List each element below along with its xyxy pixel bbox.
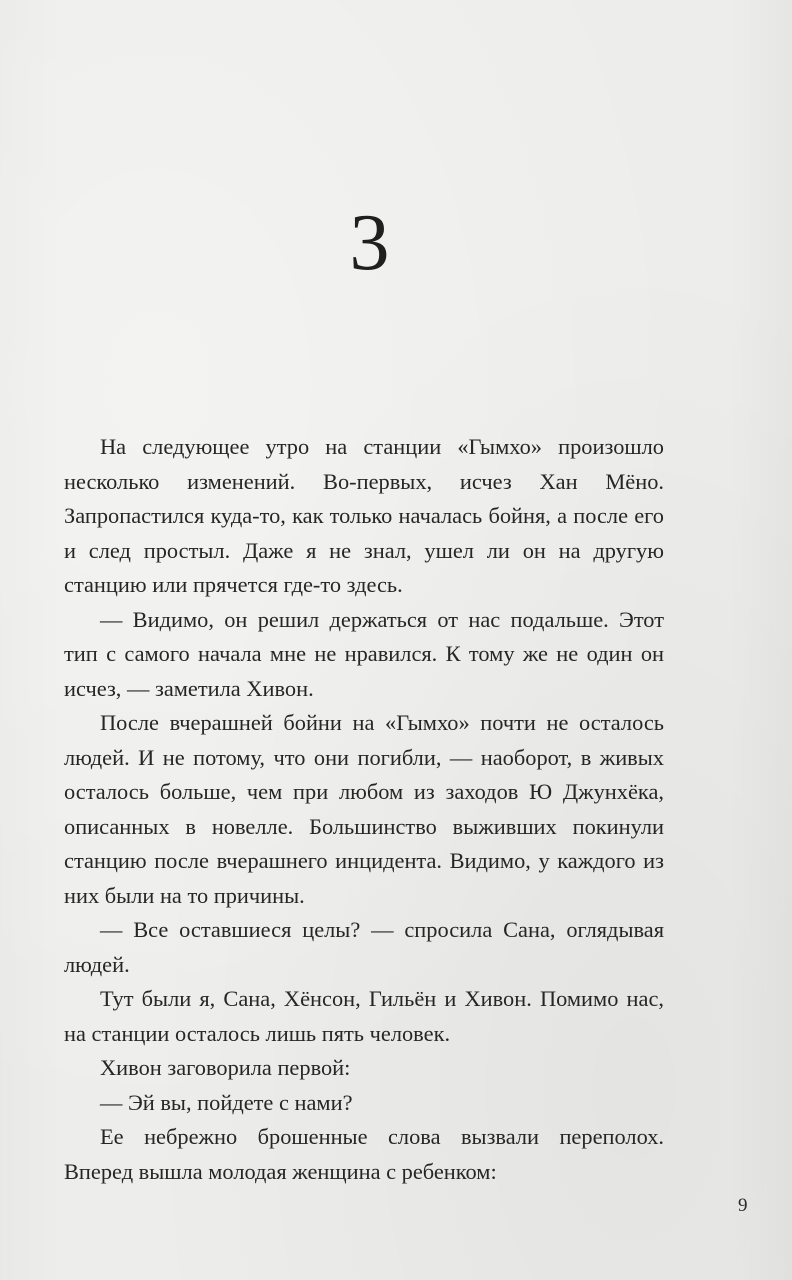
- paragraph-7: — Эй вы, пойдете с нами?: [100, 1089, 353, 1115]
- paragraph-8: Ее небрежно брошенные слова вызвали переполох. Вперед вышла молодая женщина с ребенком:: [64, 1124, 664, 1184]
- page-number: 9: [738, 1195, 748, 1216]
- paragraph-2: — Видимо, он решил держаться от нас подальше. Этот тип с самого начала мне не нравился. К тому же не один он исчез, — заметила Хивон.: [64, 606, 664, 701]
- chapter-text: [64, 430, 664, 1189]
- chapter-number: 3: [349, 199, 391, 287]
- paragraph-1: На следующее утро на станции «Гымхо» произошло несколько изменений. Во-первых, исчез Хан Мёно. Запропастился куда-то, как только началась бойня, а после его и след простыл. Даже я не знал, ушел ли он на другую станцию или прячется где-то здесь.: [64, 434, 664, 597]
- paragraph-3: После вчерашней бойни на «Гымхо» почти не осталось людей. И не потому, что они погибли, — наоборот, в живых осталось больше, чем при любом из заходов Ю Джунхёка, описанных в новелле. Большинство выживших покинули станцию после вчерашнего инцидента. Видимо, у каждого из них были на то причины.: [64, 710, 664, 908]
- paragraph-5: Тут были я, Сана, Хёнсон, Гильён и Хивон. Помимо нас, на станции осталось лишь пять человек.: [64, 986, 664, 1046]
- paragraph-6: Хивон заговорила первой:: [100, 1055, 351, 1080]
- paragraph-4: — Все оставшиеся целы? — спросила Сана, оглядывая людей.: [64, 917, 664, 977]
